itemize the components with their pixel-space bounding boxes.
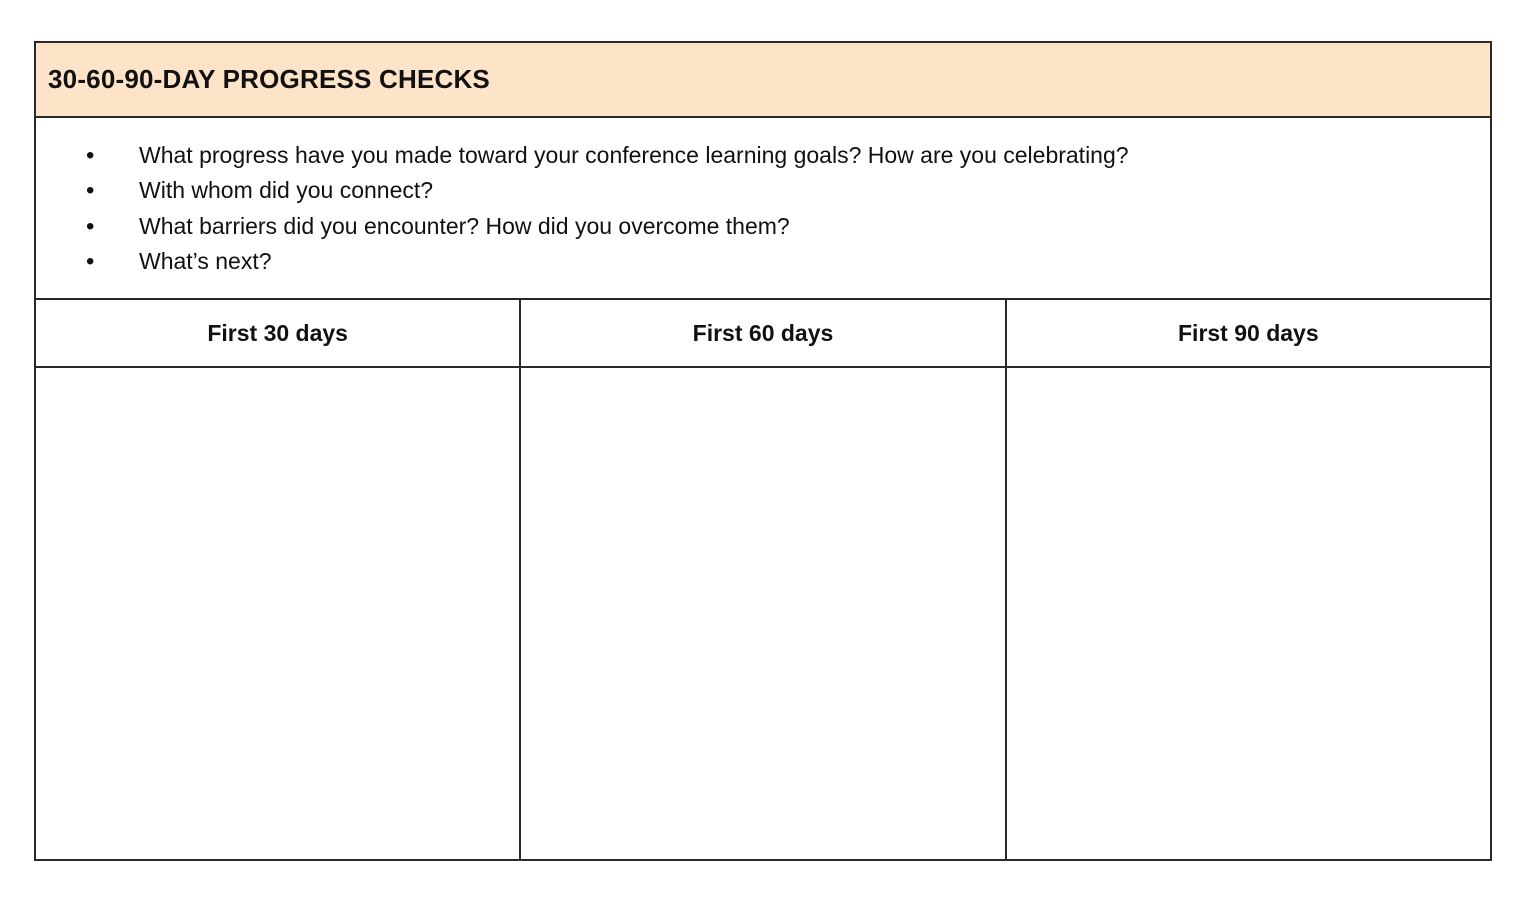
prompt-list: [36, 138, 1490, 279]
worksheet-title: 30-60-90-DAY PROGRESS CHECKS: [48, 64, 490, 94]
column-header-90-days: First 90 days: [1005, 300, 1490, 366]
bullet-icon: •: [86, 142, 95, 169]
prompt-text: With whom did you connect?: [139, 177, 434, 204]
prompt-item: [36, 244, 1490, 279]
prompt-item: [36, 209, 1490, 244]
timeline-entry-row: [36, 368, 1490, 859]
title-bar: [36, 43, 1490, 118]
entry-cell-60-days[interactable]: [519, 368, 1004, 859]
timeline-header-row: [36, 300, 1490, 368]
bullet-icon: •: [86, 212, 95, 240]
column-header-30-days: First 30 days: [207, 319, 348, 346]
prompt-item: [36, 173, 1490, 208]
progress-check-worksheet: [34, 41, 1492, 861]
reflection-prompts: [36, 118, 1490, 300]
prompt-item: [36, 138, 1490, 173]
entry-cell-90-days[interactable]: [1005, 368, 1490, 859]
entry-cell-30-days[interactable]: [36, 368, 519, 859]
prompt-text: What progress have you made toward your conference learning goals? How are you celebrating?: [139, 142, 1129, 168]
column-header-60-days: First 60 days: [519, 300, 1004, 366]
bullet-icon: •: [86, 177, 95, 205]
bullet-icon: •: [86, 247, 95, 275]
prompt-text: What’s next?: [139, 247, 272, 274]
prompt-text: What barriers did you encounter? How did you overcome them?: [139, 212, 790, 239]
